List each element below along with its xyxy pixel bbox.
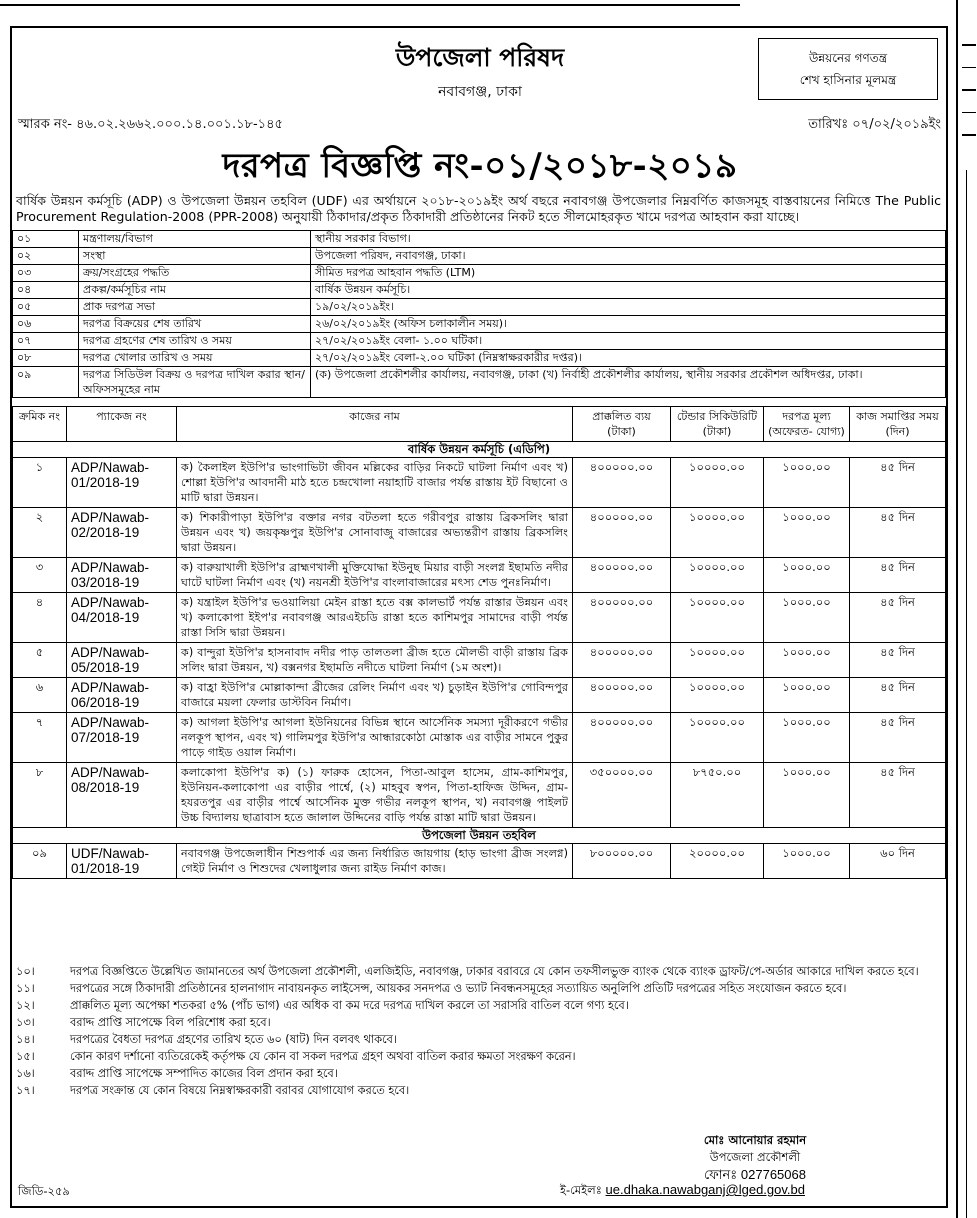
info-row [13, 282, 946, 299]
condition-text: দরপত্রের সঙ্গে ঠিকাদারী প্রতিষ্ঠানের হালনাগাদ নাবায়নকৃত লাইসেন্স, আয়কর সনদপত্র ও ভ্যাট নিবন্ধনসমূহের সত্যায়িত অনুলিপি প্রতিটি দরপত্রের সহিত সংযোজন করতে হবে। [70, 982, 847, 995]
work-document-price: ১০০০.০০ [764, 458, 850, 508]
footer-code: জিডি-২৫৯ [18, 1184, 70, 1198]
info-row-number: ০১ [13, 231, 79, 248]
work-row [13, 678, 946, 713]
info-row-value: (ক) উপজেলা প্রকৌশলীর কার্যালয়, নবাবগঞ্জ, ঢাকা (খ) নির্বাহী প্রকৌশলীর কার্যালয়, স্থানীয় সরকার প্রকৌশল অধিদপ্তর, ঢাকা। [311, 367, 946, 398]
work-completion-days: ৪৫ দিন [850, 458, 946, 508]
work-document-price: ১০০০.০০ [764, 558, 850, 593]
email-label: ই-মেইলঃ [560, 1183, 602, 1197]
work-tender-security: ১০০০০.০০ [671, 643, 764, 678]
info-row-value: ১৯/০২/২০১৯ইং। [311, 299, 946, 316]
info-row-label: দরপত্র খোলার তারিখ ও সময় [79, 350, 311, 367]
condition-item [12, 997, 946, 1014]
info-row-value: ২৭/০২/২০১৯ইং বেলা-২.০০ ঘটিকা (নিম্নস্বাক্ষরকারীর দপ্তর)। [311, 350, 946, 367]
condition-text: কোন কারণ দর্শানো ব্যতিরেকেই কর্তৃপক্ষ যে কোন বা সকল দরপত্র গ্রহণ অথবা বাতিল করার ক্ষমতা সংরক্ষণ করেন। [70, 1050, 576, 1063]
work-tender-security: ৮৭৫০.০০ [671, 763, 764, 828]
work-row [13, 763, 946, 828]
work-description: নবাবগঞ্জ উপজেলাধীন শিশুপার্ক এর জন্য নির্ধারিত জায়গায় (হাড় ভাংগা ব্রীজ সংলগ্ন) গেইট নির্মাণ ও শিশুদের খেলাধুলার জন্য রাইড নির্মাণ কাজ। [177, 844, 573, 879]
info-row-number: ০২ [13, 248, 79, 265]
signature-block [640, 1132, 870, 1184]
condition-number: ১৭। [16, 1084, 35, 1097]
info-row-label: মন্ত্রণালয়/বিভাগ [79, 231, 311, 248]
motto-line-1: উন্নয়নের গণতন্ত্র [808, 51, 888, 65]
col-completion-time: কাজ সমাপ্তির সময় (দিন) [850, 407, 946, 442]
email-address[interactable]: ue.dhaka.nawabganj@lged.gov.bd [605, 1182, 805, 1197]
work-completion-days: ৪৫ দিন [850, 713, 946, 763]
work-estimated-cost: ৪০০০০০.০০ [573, 558, 671, 593]
info-row-value: বার্ষিক উন্নয়ন কর্মসূচি। [311, 282, 946, 299]
work-row [13, 713, 946, 763]
work-completion-days: ৪৫ দিন [850, 643, 946, 678]
work-tender-security: ১০০০০.০০ [671, 458, 764, 508]
work-package-no: ADP/Nawab-05/2018-19 [67, 643, 177, 678]
work-description: ক) শিকারীপাড়া ইউপি'র বক্তার নগর বটতলা হতে গরীবপুর রাস্তায় ব্রিকসলিং দ্বারা উন্নয়ন এবং খ) জয়কৃষ্ণপুর ইউপি'র সোনাবাজু বাজারের অভ্যন্তরীণ রাস্তায় ব্রিকসলিং দ্বারা উন্নয়ন। [177, 508, 573, 558]
phone-number: 027765068 [740, 1167, 806, 1182]
work-document-price: ১০০০.০০ [764, 508, 850, 558]
info-row [13, 333, 946, 350]
col-work-name: কাজের নাম [177, 407, 573, 442]
signatory-designation: উপজেলা প্রকৌশলী [709, 1150, 801, 1164]
work-row [13, 844, 946, 879]
work-serial: ০৯ [13, 844, 67, 879]
condition-text: দরপত্রের বৈধতা দরপত্র গ্রহণের তারিখ হতে ৬০ (ষাট) দিন বলবৎ থাকবে। [70, 1033, 397, 1046]
info-row [13, 350, 946, 367]
work-tender-security: ১০০০০.০০ [671, 678, 764, 713]
condition-text: দরপত্র বিজ্ঞপ্তিতে উল্লেখিত জামানতের অর্থ উপজেলা প্রকৌশলী, এলজিইডি, নবাবগঞ্জ, ঢাকার বরাবরে যে কোন তফসীলভুক্ত ব্যাংক থেকে ব্যাংক ড্রাফট/পে-অর্ডার আকারে দাখিল করতে হবে। [70, 965, 919, 978]
condition-text: বরাদ্দ প্রাপ্তি সাপেক্ষে সম্পাদিত কাজের বিল প্রদান করা হবে। [70, 1067, 338, 1080]
signatory-name: মোঃ আনোয়ার রহমান [703, 1133, 807, 1147]
work-package-no: ADP/Nawab-07/2018-19 [67, 713, 177, 763]
condition-text: দরপত্র সংক্রান্ত যে কোন বিষয়ে নিম্নস্বাক্ষরকারী বরাবর যোগাযোগ করতে হবে। [70, 1084, 410, 1097]
work-serial: ৪ [13, 593, 67, 643]
tender-info-table [12, 230, 946, 398]
work-serial: ৫ [13, 643, 67, 678]
info-row [13, 248, 946, 265]
notice-date: তারিখঃ ০৭/০২/২০১৯ইং [808, 117, 941, 132]
work-document-price: ১০০০.০০ [764, 763, 850, 828]
info-row-label: দরপত্র গ্রহণের শেষ তারিখ ও সময় [79, 333, 311, 350]
work-package-no: ADP/Nawab-03/2018-19 [67, 558, 177, 593]
work-estimated-cost: ৪০০০০০.০০ [573, 508, 671, 558]
work-completion-days: ৪৫ দিন [850, 558, 946, 593]
work-description: ক) বাহ্রা ইউপি'র মোল্লাকান্দা ব্রীজের রেলিং নির্মাণ এবং খ) চুড়াইন ইউপি'র গোবিন্দপুর বাজারে ময়লা ফেলার ডাস্টবিন নির্মাণ। [177, 678, 573, 713]
info-row-label: দরপত্র বিক্রয়ের শেষ তারিখ [79, 316, 311, 333]
info-row [13, 231, 946, 248]
work-completion-days: ৪৫ দিন [850, 763, 946, 828]
motto-line-2: শেখ হাসিনার মূলমন্ত্র [799, 73, 897, 87]
condition-item [12, 1065, 946, 1082]
info-row-label: ক্রয়/সংগ্রহের পদ্ধতি [79, 265, 311, 282]
col-estimated-cost: প্রাক্কলিত ব্যয় (টাকা) [573, 407, 671, 442]
info-row-number: ০৪ [13, 282, 79, 299]
condition-text: বরাদ্দ প্রাপ্তি সাপেক্ষে বিল পরিশোধ করা হবে। [70, 1016, 271, 1029]
motto-box [758, 38, 938, 100]
info-row-value: উপজেলা পরিষদ, নবাবগঞ্জ, ঢাকা। [311, 248, 946, 265]
work-row [13, 458, 946, 508]
work-completion-days: ৬০ দিন [850, 844, 946, 879]
works-table [12, 406, 946, 879]
work-document-price: ১০০০.০০ [764, 844, 850, 879]
info-row [13, 265, 946, 282]
work-row [13, 508, 946, 558]
work-package-no: ADP/Nawab-08/2018-19 [67, 763, 177, 828]
work-description: কলাকোপা ইউপি'র ক) (১) ফারুক হোসেন, পিতা-আবুল হাসেম, গ্রাম-কাশিমপুর, ইউনিয়ন-কলাকোপা এর বাড়ীর পার্শ্বে, (২) মাহবুব স্বপন, পিতা-হাফিজ উদ্দিন, গ্রাম-হযরতপুর এর বাড়ীর পার্শ্বে আর্সেনিক মুক্ত গভীর নলকূপ স্থাপন, খ) নবাবগঞ্জ পাইলট উচ্চ বিদ্যালয় ছাত্রাবাস হতে জালাল উদ্দিনের বাড়ি পর্যন্ত রাস্তা মাটি দ্বারা উন্নয়ন। [177, 763, 573, 828]
condition-item [12, 1082, 946, 1099]
works-table-header [13, 407, 946, 442]
work-package-no: ADP/Nawab-01/2018-19 [67, 458, 177, 508]
info-row-number: ০৯ [13, 367, 79, 398]
work-document-price: ১০০০.০০ [764, 593, 850, 643]
section-row-udf [13, 828, 946, 844]
condition-item [12, 1014, 946, 1031]
condition-number: ১৬। [16, 1067, 35, 1080]
work-serial: ৮ [13, 763, 67, 828]
signatory-email [560, 1182, 900, 1201]
condition-item [12, 963, 946, 980]
work-serial: ২ [13, 508, 67, 558]
work-document-price: ১০০০.০০ [764, 678, 850, 713]
work-description: ক) কৈলাইল ইউপি'র ভাংগাভিটা জীবন মল্লিকের বাড়ির নিকটে ঘাটলা নির্মাণ এবং খ) শোল্লা ইউপি'র আবদানী মাঠ হতে চন্দ্রখোলা নয়াহাটি বাজার পর্যন্ত রাস্তায় ইট বিছানো ও মাটি দ্বারা উন্নয়ন। [177, 458, 573, 508]
work-estimated-cost: ৪০০০০০.০০ [573, 593, 671, 643]
condition-item [12, 980, 946, 997]
work-description: ক) বান্দুরা ইউপি'র হাসনাবাদ নদীর পাড় তালতলা ব্রীজ হতে মৌলভী বাড়ী রাস্তায় ব্রিক সলিং দ্বারা উন্নয়ন, খ) বক্সনগর ইছামতি নদীতে ঘাটলা নির্মাণ (১ম অংশ)। [177, 643, 573, 678]
work-estimated-cost: ৪০০০০০.০০ [573, 643, 671, 678]
info-row-label: সংস্থা [79, 248, 311, 265]
info-row-value: ২৬/০২/২০১৯ইং (অফিস চলাকালীন সময়)। [311, 316, 946, 333]
intro-paragraph: বার্ষিক উন্নয়ন কর্মসূচি (ADP) ও উপজেলা উন্নয়ন তহবিল (UDF) এর অর্থায়নে ২০১৮-২০১৯ইং অর্থ বছরে নবাবগঞ্জ উপজেলার নিম্নবর্ণিত কাজসমূহ বাস্তবায়নের নিমিত্তে The Public Procurement Regulation-2008 (PPR-2008) অনুযায়ী ঠিকাদার/প্রকৃত ঠিকাদারী প্রতিষ্ঠানের নিকট হতে সীলমোহরকৃত খামে দরপত্র আহবান করা যাচ্ছে। [16, 193, 941, 224]
info-row-label: প্রাক দরপত্র সভা [79, 299, 311, 316]
office-title: উপজেলা পরিষদ [395, 43, 565, 72]
info-row-value: স্থানীয় সরকার বিভাগ। [311, 231, 946, 248]
work-package-no: ADP/Nawab-06/2018-19 [67, 678, 177, 713]
work-completion-days: ৪৫ দিন [850, 508, 946, 558]
work-completion-days: ৪৫ দিন [850, 678, 946, 713]
info-row-label: প্রকল্প/কর্মসূচির নাম [79, 282, 311, 299]
work-package-no: ADP/Nawab-02/2018-19 [67, 508, 177, 558]
work-description: ক) বারুয়াখালী ইউপি'র ব্রাহ্মণখালী মুক্তিযোদ্ধা ইউনুছ মিয়ার বাড়ী সংলগ্ন ইছামতি নদীর ঘাটে ঘাটলা নির্মাণ এবং (খ) নয়নশ্রী ইউপি'র বাংলাবাজারের মৎস্য শেড পুনঃনির্মাণ। [177, 558, 573, 593]
work-completion-days: ৪৫ দিন [850, 593, 946, 643]
right-column-rule-inner [966, 170, 967, 1218]
work-serial: ১ [13, 458, 67, 508]
condition-number: ১৫। [16, 1050, 35, 1063]
info-row [13, 299, 946, 316]
info-row-value: ২৭/০২/২০১৯ইং বেলা- ১.০০ ঘটিকা। [311, 333, 946, 350]
info-row-number: ০৮ [13, 350, 79, 367]
work-serial: ৩ [13, 558, 67, 593]
info-row [13, 367, 946, 398]
work-estimated-cost: ৪০০০০০.০০ [573, 713, 671, 763]
info-row-label: দরপত্র সিডিউল বিক্রয় ও দরপত্র দাখিল করার স্থান/অফিসসমূহের নাম [79, 367, 311, 398]
condition-text: প্রাক্কলিত মূল্য অপেক্ষা শতকরা ৫% (পাঁচ ভাগ) এর অধিক বা কম দরে দরপত্র দাখিল করলে তা সরাসরি বাতিল বলে গণ্য হবে। [70, 999, 629, 1012]
work-description: ক) আগলা ইউপি'র আগলা ইউনিয়নের বিভিন্ন স্থানে আর্সেনিক সমস্যা দূরীকরণে গভীর নলকূপ স্থাপন, এবং খ) গালিমপুর ইউপি'র আন্ধারকোঠা মোস্তাক এর বাড়ীর সামনে পুকুর পাড়ে গাইড ওয়াল নির্মাণ। [177, 713, 573, 763]
condition-number: ১১। [16, 982, 35, 995]
memo-number: স্মারক নং- ৪৬.০২.২৬৬২.০০০.১৪.০০১.১৮-১৪৫ [18, 117, 283, 132]
work-tender-security: ১০০০০.০০ [671, 713, 764, 763]
info-row-value: সীমিত দরপত্র আহবান পদ্ধতি (LTM) [311, 265, 946, 282]
info-row-number: ০৩ [13, 265, 79, 282]
work-estimated-cost: ৪০০০০০.০০ [573, 678, 671, 713]
condition-number: ১০। [16, 965, 35, 978]
condition-number: ১২। [16, 999, 35, 1012]
section-title-udf: উপজেলা উন্নয়ন তহবিল [13, 828, 946, 844]
work-estimated-cost: ৪০০০০০.০০ [573, 458, 671, 508]
work-tender-security: ১০০০০.০০ [671, 593, 764, 643]
section-title-adp: বার্ষিক উন্নয়ন কর্মসূচি (এডিপি) [13, 442, 946, 458]
work-serial: ৬ [13, 678, 67, 713]
work-tender-security: ১০০০০.০০ [671, 508, 764, 558]
condition-number: ১৪। [16, 1033, 35, 1046]
top-border-line [0, 0, 740, 6]
info-row-number: ০৫ [13, 299, 79, 316]
info-row-number: ০৬ [13, 316, 79, 333]
work-description: ক) যন্ত্রাইল ইউপি'র ভওয়ালিয়া মেইন রাস্তা হতে বক্স কালভার্ট পর্যন্ত রাস্তার উন্নয়ন এবং খ) কলাকোপা ইইপ'র নবাবগঞ্জ আরএইচডি রাস্তা হতে কাশিমপুর সামাদের বাড়ী পর্যন্ত রাস্তা সিসি দ্বারা উন্নয়ন। [177, 593, 573, 643]
office-location: নবাবগঞ্জ, ঢাকা [438, 84, 522, 100]
col-serial: ক্রমিক নং [13, 407, 67, 442]
col-document-price: দরপত্র মূল্য (অফেরত- যোগ্য) [764, 407, 850, 442]
info-row-number: ০৭ [13, 333, 79, 350]
work-estimated-cost: ৩৫০০০০.০০ [573, 763, 671, 828]
work-estimated-cost: ৮০০০০০.০০ [573, 844, 671, 879]
notice-headline: দরপত্র বিজ্ঞপ্তি নং-০১/২০১৮-২০১৯ [222, 146, 738, 186]
work-row [13, 593, 946, 643]
work-tender-security: ১০০০০.০০ [671, 558, 764, 593]
col-tender-security: টেন্ডার সিকিউরিটি (টাকা) [671, 407, 764, 442]
work-row [13, 643, 946, 678]
right-margin-ticks [962, 44, 976, 157]
work-document-price: ১০০০.০০ [764, 713, 850, 763]
work-document-price: ১০০০.০০ [764, 643, 850, 678]
condition-item [12, 1048, 946, 1065]
work-package-no: ADP/Nawab-04/2018-19 [67, 593, 177, 643]
condition-number: ১৩। [16, 1016, 35, 1029]
work-serial: ৭ [13, 713, 67, 763]
work-tender-security: ২০০০০.০০ [671, 844, 764, 879]
work-row [13, 558, 946, 593]
phone-label: ফোনঃ [704, 1167, 738, 1182]
section-row-adp [13, 442, 946, 458]
condition-item [12, 1031, 946, 1048]
work-package-no: UDF/Nawab-01/2018-19 [67, 844, 177, 879]
info-row [13, 316, 946, 333]
col-package: প্যাকেজ নং [67, 407, 177, 442]
conditions-list [12, 963, 946, 1099]
